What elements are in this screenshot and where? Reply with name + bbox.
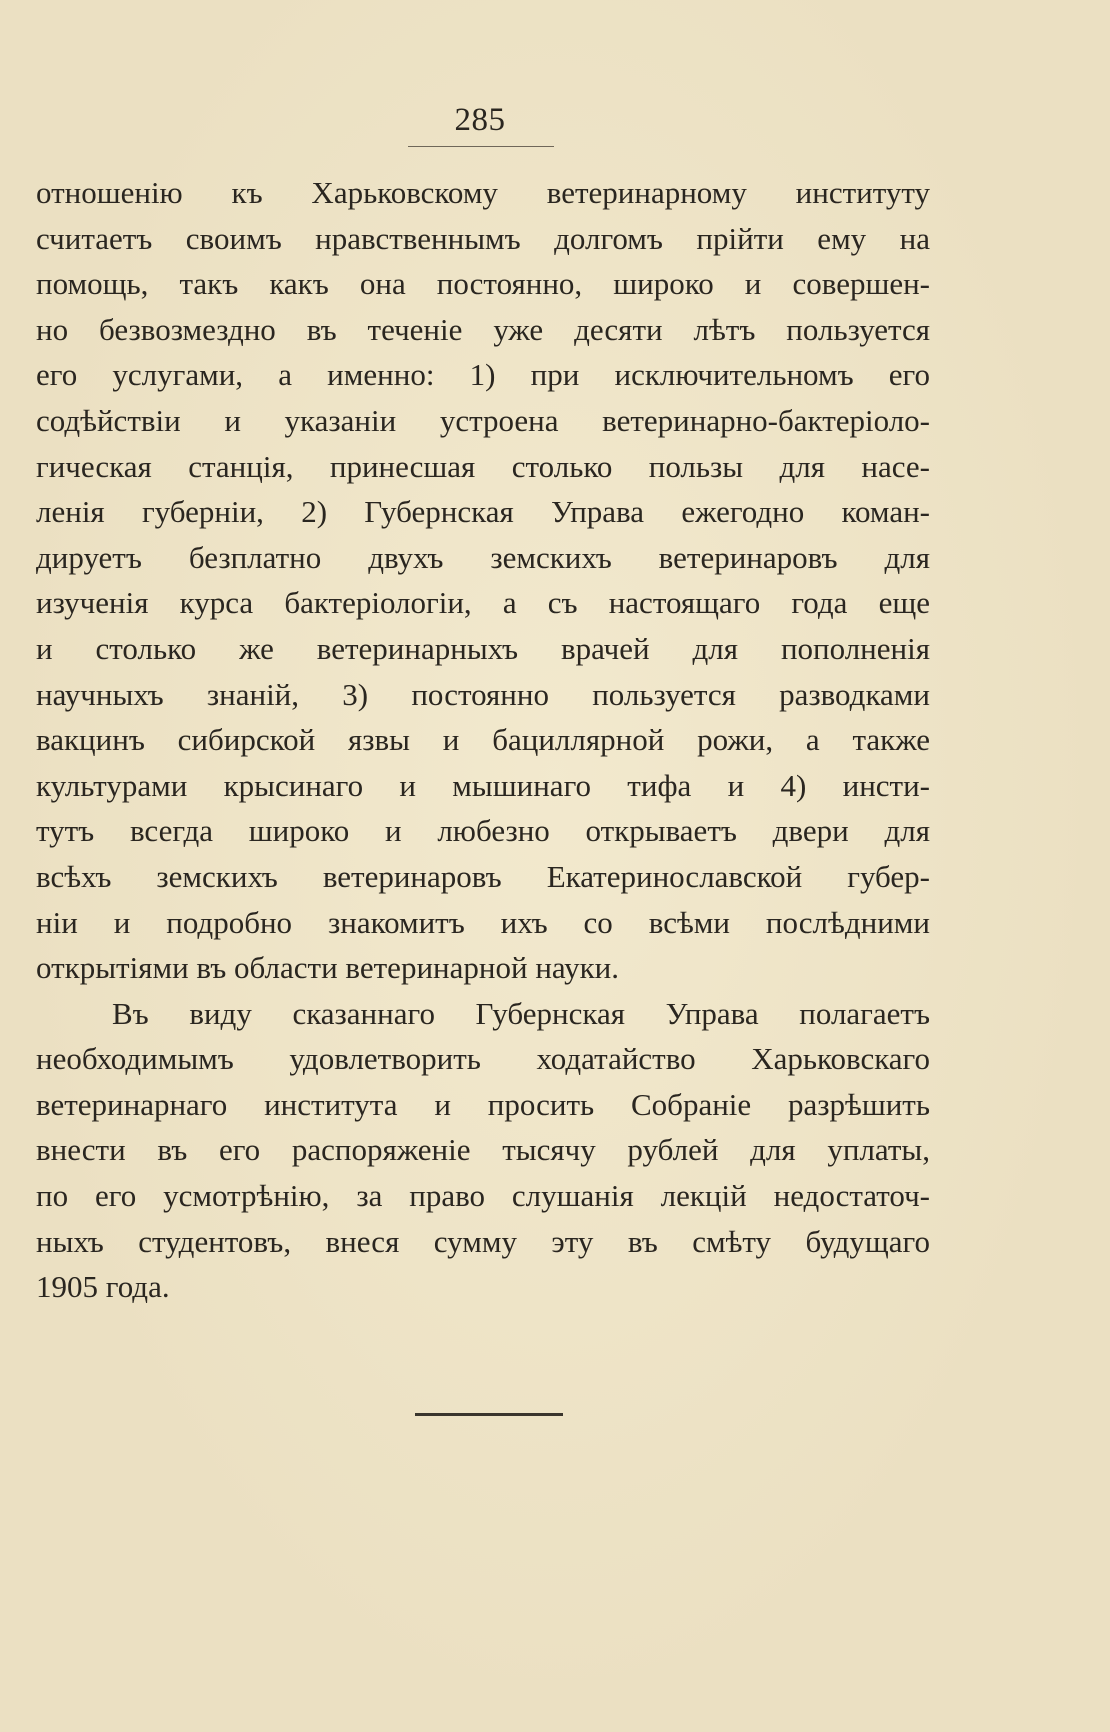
- text-line: тутъ всегда широко и любезно открываетъ двери для: [36, 813, 930, 849]
- text-line: ныхъ студентовъ, внеся сумму эту въ смѣту будущаго: [36, 1223, 930, 1259]
- text-line: всѣхъ земскихъ ветеринаровъ Екатеринославской губер-: [36, 858, 930, 894]
- paragraph-2: [36, 991, 930, 1310]
- text-line: по его усмотрѣнію, за право слушанія лекцій недостаточ-: [36, 1178, 930, 1214]
- text-line: гическая станція, принесшая столько пользы для насе-: [36, 448, 930, 484]
- text-line: ніи и подробно знакомитъ ихъ со всѣми послѣдними: [36, 904, 930, 940]
- text-line: необходимымъ удовлетворить ходатайство Харьковскаго: [36, 1041, 930, 1077]
- text-line: ветеринарнаго института и просить Собраніе разрѣшить: [36, 1086, 930, 1122]
- text-line: культурами крысинаго и мышинаго тифа и 4) инсти-: [36, 767, 930, 803]
- text-line: считаетъ своимъ нравственнымъ долгомъ прійти ему на: [36, 220, 930, 256]
- text-line: научныхъ знаній, 3) постоянно пользуется разводками: [36, 676, 930, 712]
- text-line: помощь, такъ какъ она постоянно, широко и совершен-: [36, 266, 930, 302]
- text-line: ленія губерніи, 2) Губернская Управа ежегодно коман-: [36, 494, 930, 530]
- text-line: и столько же ветеринарныхъ врачей для пополненія: [36, 630, 930, 666]
- page-number: 285: [454, 102, 506, 138]
- text-line: Въ виду сказаннаго Губернская Управа полагаетъ: [112, 995, 930, 1031]
- text-line: содѣйствіи и указаніи устроена ветеринарно-бактеріоло-: [36, 402, 930, 438]
- text-line: его услугами, а именно: 1) при исключительномъ его: [36, 357, 930, 393]
- text-line: но безвозмездно въ теченіе уже десяти лѣтъ пользуется: [36, 311, 930, 347]
- text-line: дируетъ безплатно двухъ земскихъ ветеринаровъ для: [36, 539, 930, 575]
- page-number-rule: [408, 146, 554, 147]
- text-line: изученія курса бактеріологіи, а съ настоящаго года еще: [36, 585, 930, 621]
- text-line: отношенію къ Харьковскому ветеринарному институту: [36, 175, 930, 210]
- paragraph-1: [36, 170, 930, 991]
- text-line: вакцинъ сибирской язвы и бациллярной рожи, а также: [36, 722, 930, 758]
- text-line: внести въ его распоряженіе тысячу рублей для уплаты,: [36, 1132, 930, 1168]
- text-line: 1905 года.: [36, 1269, 170, 1305]
- text-line: открытіями въ области ветеринарной науки.: [36, 950, 619, 986]
- body-text: [36, 170, 930, 1310]
- section-end-rule: [415, 1413, 563, 1416]
